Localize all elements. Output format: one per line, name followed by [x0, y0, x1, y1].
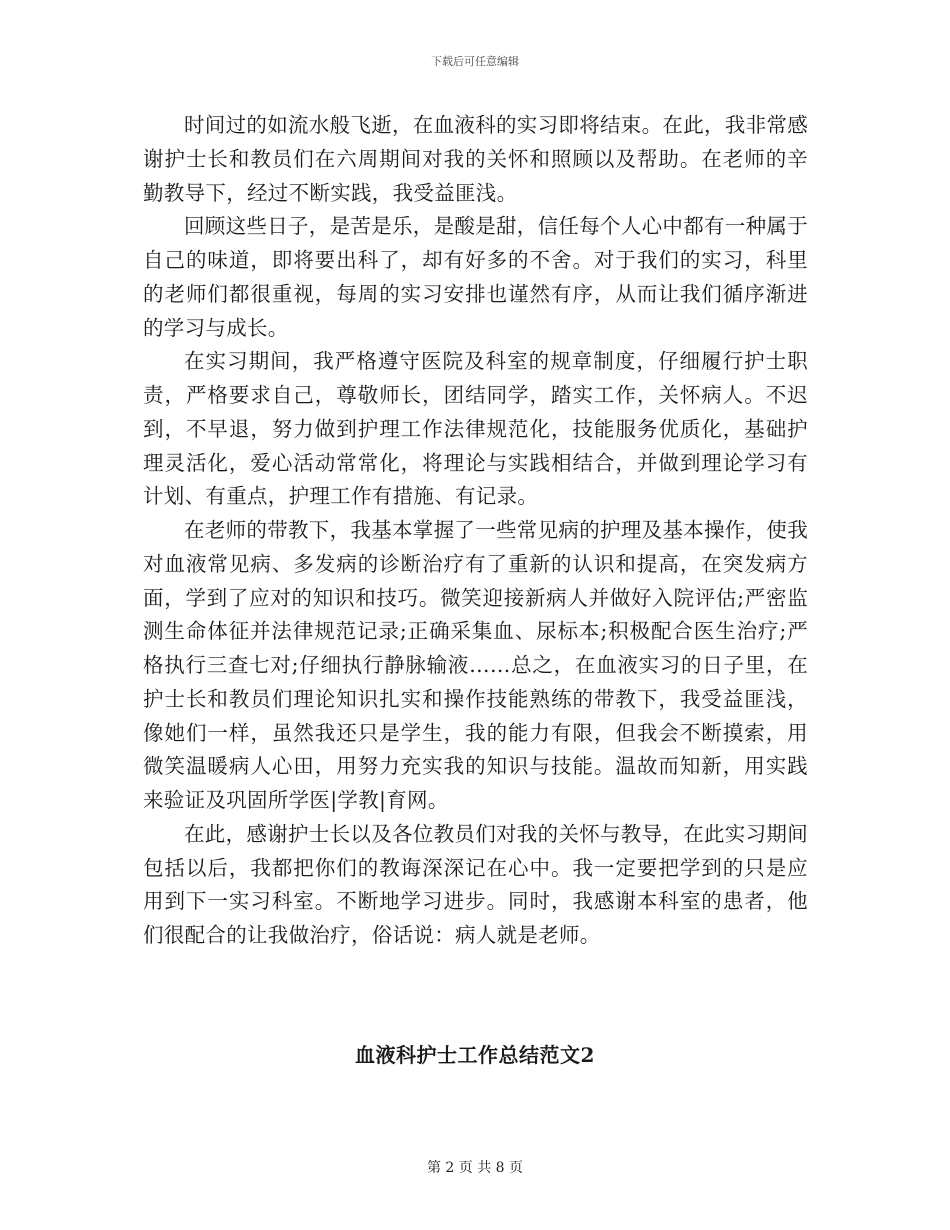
document-body — [143, 109, 808, 953]
paragraph-5: 在此，感谢护士长以及各位教员们对我的关怀与教导，在此实习期间包括以后，我都把你们的教诲深深记在心中。我一定要把学到的只是应用到下一实习科室。不断地学习进步。同时，我感谢本科室的患者，他们很配合的让我做治疗，俗话说：病人就是老师。 — [143, 821, 808, 947]
section-title: 血液科护士工作总结范文2 — [355, 1043, 595, 1067]
page-header-note: 下载后可任意编辑 — [431, 55, 519, 68]
paragraph-1: 时间过的如流水般飞逝，在血液科的实习即将结束。在此，我非常感谢护士长和教员们在六周期间对我的关怀和照顾以及帮助。在老师的辛勤教导下，经过不断实践，我受益匪浅。 — [143, 113, 808, 205]
paragraph-3: 在实习期间，我严格遵守医院及科室的规章制度，仔细履行护士职责，严格要求自己，尊敬师长，团结同学，踏实工作，关怀病人。不迟到，不早退，努力做到护理工作法律规范化，技能服务优质化，基础护理灵活化，爱心活动常常化，将理论与实践相结合，并做到理论学习有计划、有重点，护理工作有措施、有记录。 — [143, 349, 808, 509]
paragraph-2: 回顾这些日子，是苦是乐，是酸是甜，信任每个人心中都有一种属于自己的味道，即将要出科了，却有好多的不舍。对于我们的实习，科里的老师们都很重视，每周的实习安排也谨然有序，从而让我们循序渐进的学习与成长。 — [143, 214, 808, 340]
page-number: 第 2 页 共 8 页 — [426, 1160, 524, 1176]
paragraph-4: 在老师的带教下，我基本掌握了一些常见病的护理及基本操作，使我对血液常见病、多发病的诊断治疗有了重新的认识和提高，在突发病方面，学到了应对的知识和技巧。微笑迎接新病人并做好入院评估;严密监测生命体征并法律规范记录;正确采集血、尿标本;积极配合医生治疗;严格执行三查七对;仔细执行静脉输液……总之，在血液实习的日子里，在护士长和教员们理论知识扎实和操作技能熟练的带教下，我受益匪浅，像她们一样，虽然我还只是学生，我的能力有限，但我会不断摸索，用微笑温暖病人心田，用努力充实我的知识与技能。温故而知新，用实践来验证及巩固所学医|学教|育网。 — [143, 518, 808, 812]
